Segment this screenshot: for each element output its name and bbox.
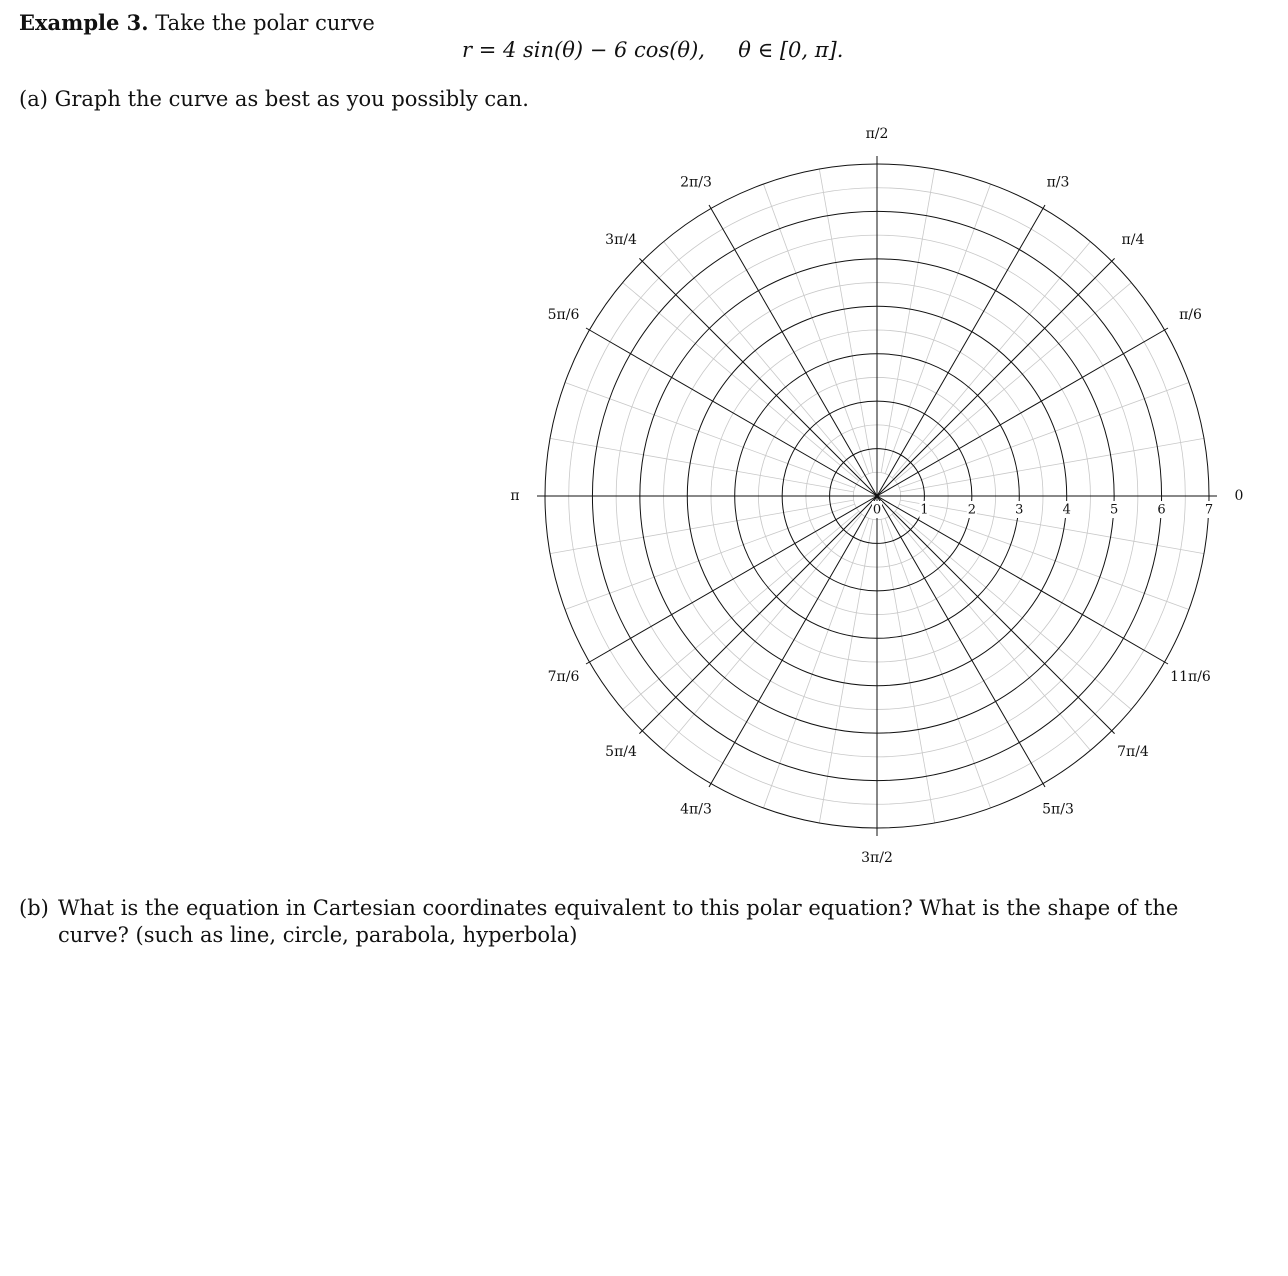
angle-label-300deg: 5π/3 — [1042, 801, 1074, 818]
angle-label-135deg: 3π/4 — [605, 232, 637, 249]
minor-ray — [565, 382, 855, 487]
angle-label-45deg: π/4 — [1121, 232, 1145, 249]
minor-ray — [763, 184, 868, 474]
polar-equation: r = 4 sin(θ) − 6 cos(θ), θ ∈ [0, π]. — [462, 38, 844, 62]
part-a-label: (a) — [19, 87, 48, 111]
part-b-text: What is the equation in Cartesian coordinates equivalent to this polar equation? What is the shape of the curve? (such as line, circle, parabola, hyperbola) — [58, 896, 1179, 947]
angle-label-0deg: 0 — [1234, 488, 1244, 504]
minor-ray — [881, 519, 935, 823]
radius-label-2: 2 — [967, 502, 976, 518]
angle-label-180deg: π — [510, 488, 520, 504]
minor-ray — [565, 504, 855, 609]
example-label: Example 3. — [19, 10, 149, 35]
minor-ray — [763, 518, 868, 808]
radius-label-7: 7 — [1204, 502, 1214, 518]
minor-ray — [899, 382, 1189, 487]
minor-ray — [664, 242, 862, 478]
minor-ray — [819, 169, 873, 473]
minor-ray — [895, 511, 1131, 709]
radius-label-0: 0 — [872, 502, 882, 518]
radius-label-1: 1 — [920, 502, 929, 518]
radius-label-3: 3 — [1015, 502, 1024, 518]
minor-ray — [819, 519, 873, 823]
angle-label-270deg: 3π/2 — [861, 850, 893, 866]
angle-label-120deg: 2π/3 — [680, 174, 712, 191]
angle-label-330deg: 11π/6 — [1170, 669, 1211, 685]
minor-ray — [664, 514, 862, 750]
part-a-text: Graph the curve as best as you possibly can. — [54, 87, 529, 111]
part-b-prompt — [19, 895, 1249, 949]
minor-ray — [623, 511, 859, 709]
radius-label-5: 5 — [1110, 502, 1119, 518]
angle-label-150deg: 5π/6 — [547, 307, 580, 323]
angle-label-90deg: π/2 — [865, 126, 889, 142]
minor-ray — [892, 242, 1090, 478]
minor-ray — [881, 169, 935, 473]
angle-label-30deg: π/6 — [1179, 307, 1202, 323]
minor-ray — [895, 283, 1131, 481]
angle-label-225deg: 5π/4 — [605, 743, 637, 760]
example-intro: Take the polar curve — [155, 11, 375, 35]
minor-ray — [885, 184, 990, 474]
angle-label-240deg: 4π/3 — [680, 801, 712, 818]
minor-ray — [885, 518, 990, 808]
minor-ray — [892, 514, 1090, 750]
minor-ray — [623, 283, 859, 481]
minor-ray — [550, 438, 854, 492]
angle-label-315deg: 7π/4 — [1117, 743, 1149, 760]
radius-label-6: 6 — [1157, 502, 1166, 518]
part-b-label: (b) — [19, 896, 49, 920]
angle-label-210deg: 7π/6 — [547, 669, 580, 685]
minor-ray — [899, 504, 1189, 609]
radius-label-4: 4 — [1062, 502, 1071, 518]
minor-ray — [550, 500, 854, 554]
angle-label-60deg: π/3 — [1046, 174, 1070, 191]
minor-ray — [900, 438, 1204, 492]
